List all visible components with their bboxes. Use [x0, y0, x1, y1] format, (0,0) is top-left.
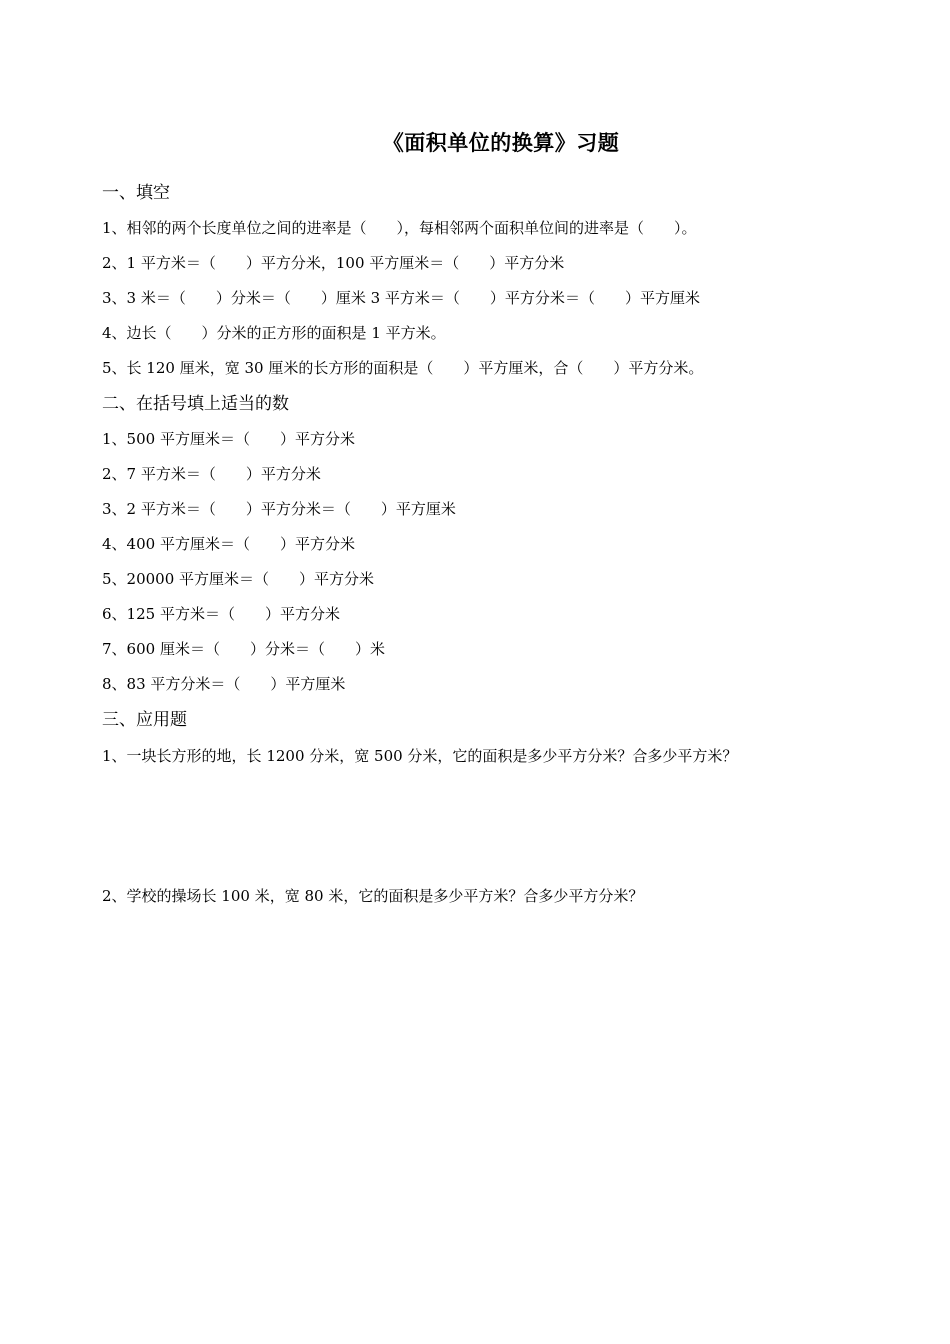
word-problem-item: 2、学校的操场长 100 米，宽 80 米，它的面积是多少平方米？合多少平方分米？ [102, 887, 644, 905]
question-item: 8、83 平方分米＝（ ）平方厘米 [102, 675, 346, 693]
question-item: 6、125 平方米＝（ ）平方分米 [102, 605, 340, 623]
question-item: 3、3 米＝（ ）分米＝（ ）厘米 3 平方米＝（ ）平方分米＝（ ）平方厘米 [102, 289, 700, 307]
word-problem-item: 1、一块长方形的地，长 1200 分米，宽 500 分米，它的面积是多少平方分米？合多少平方米？ [102, 747, 738, 765]
question-item: 1、相邻的两个长度单位之间的进率是（ ），每相邻两个面积单位间的进率是（ ）。 [102, 219, 697, 237]
question-item: 4、400 平方厘米＝（ ）平方分米 [102, 535, 355, 553]
question-item: 7、600 厘米＝（ ）分米＝（ ）米 [102, 640, 385, 658]
question-item: 2、1 平方米＝（ ）平方分米，100 平方厘米＝（ ）平方分米 [102, 254, 565, 272]
question-item: 5、20000 平方厘米＝（ ）平方分米 [102, 570, 375, 588]
section-heading-fill-numbers: 二、在括号填上适当的数 [102, 394, 289, 414]
question-item: 5、长 120 厘米，宽 30 厘米的长方形的面积是（ ）平方厘米，合（ ）平方分米。 [102, 359, 704, 377]
question-item: 4、边长（ ）分米的正方形的面积是 1 平方米。 [102, 324, 446, 342]
question-item: 1、500 平方厘米＝（ ）平方分米 [102, 430, 355, 448]
page-title: 《面积单位的换算》习题 [382, 131, 620, 155]
section-heading-fill-blank: 一、填空 [102, 183, 170, 203]
question-item: 3、2 平方米＝（ ）平方分米＝（ ）平方厘米 [102, 500, 456, 518]
question-item: 2、7 平方米＝（ ）平方分米 [102, 465, 321, 483]
section-heading-word-problems: 三、应用题 [102, 710, 187, 730]
